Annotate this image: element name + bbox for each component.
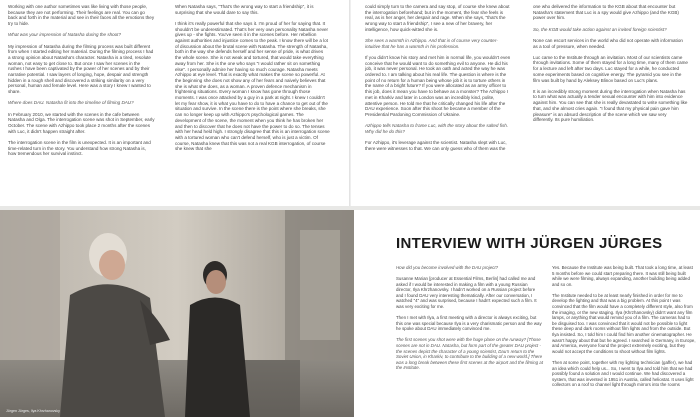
paragraph: Susanne Marian [producer at Essential Films, Berlin] had called me and asked if I would be interested in making a film with a young Russian director, Ilya Khrzhanovsky. I hadn't worked on a Russian project before and I found DAU very interesting thematically. After our conversation, I watched "4" and was surprised, because I hadn't expected such a film. It was very exciting for me. [396, 276, 537, 310]
paragraph: When Natasha says, "That's the wrong way to start a friendship", it is surprising that she would dare to say this. [175, 4, 314, 15]
interview-title: INTERVIEW WITH JÜRGEN JÜRGES [396, 235, 663, 252]
interview-page [354, 210, 700, 417]
interview-photo [0, 210, 354, 417]
interview-question: How did you become involved with the DAU project? [396, 265, 499, 270]
interview-question: Azhippo tells Natasha to frame Luc, with the story about the salted fish. Why did he do this? [365, 123, 509, 134]
interview-question: She sees a warmth in Azhippo. And that is of course very counter-intuitive that he has a warmth in his profession. [365, 38, 498, 49]
paragraph: I think it's really powerful that she says it. I'm proud of her for saying that. It shouldn't be underestimated. That's her very own personality Natasha never gives up - she fights. You've seen it in the scenes before. Her rebellion against authorities and injustice comes to the peak. I know there will be a lot of discussion about the brutal scene with Natasha. The strength of Natasha, both in the way she defends herself and her sense of pride, is what drives the whole scene. She is not weak and tortured, that would take everything away from her. She is the one who says "I would rather sit on something else". I personally admire her having so much courage. Natasha meets Azhippo at eye level. That is exactly what makes the scene so powerful. At the beginning she does not show any of her fears and naively believes that she is what she does, as a woman. A proven defence mechanism in frightening situations. Every woman I know has gone through those moments. I was once attacked by a guy in a park at night. I knew I couldn't let my fear show, it is what you have to do to have a chance to get out of the situation and survive. In the scene there is the point where she breaks, she can no longer keep up with Azhippo's psychological games. The development of the scene, the moment when you think he has broken her and then to discover that he does not have the power to do so. The tenses with her head held high. I strongly disagree that this is an interrogation scene with a tortured woman who can't defend herself, who is just a victim. Of course, Natasha knew that this was not a real KGB interrogation, of course she knew that she [175, 20, 330, 152]
paragraph: The Institute needed to be at least nearly finished in order for me to develop the lighting and that was a big problem. At this point I was convinced that the film would have a completely different style, also from the imaging, or the new staging. Ilya (Khrzhanovsky) didn't want any film lamps, or anything that would remind you of a film. The cameras had to be disguised too. I was convinced that it would not be possible to light these deep and dark rooms without film lights and from the outside. But Ilya insisted. So, I told him I could find him another cinematographer. He wasn't happy about that but he agreed. I searched in Germany, in Europe, and America, everyone found the project extremely exciting, but they would not accept the conditions to shoot without film lights. [552, 292, 696, 354]
interview-question: What was your impression of Natasha during the shoot? [8, 32, 121, 38]
paragraph: Luc came to the Institute through an invitation. Most of our scientists came through invitations. Some of them stayed for a long time, many of them came for a lecture and left after two days. Luc stayed for a while, he conducted some experiments based on cognitive energy. The pyramid you see in the film was built by hand by Aleksey Blinov based on Luc's plans. [533, 54, 688, 83]
interview-question: Where does DAU. Natasha fit into the timeline of filming DAU? [8, 100, 134, 106]
page-gutter [349, 0, 351, 206]
paragraph: My impression of Natasha during the filming process was built different from when I started editing her material. During the filming process I had a strong opinion about Natasha's character. Natasha is a tired, resolute woman, not easy to get close to. But once I saw her scenes in the rushes I have been captivated by the power of her scenes and by their narrative potential. I saw layers of longing, hope, despair and strength hidden in a rough shell and discovered a striking similarity on a very personal, human and female level. Here was a story I knew I wanted to share. [8, 43, 154, 95]
paragraph: Then at some point, together with my lighting technician (gaffer), we had an idea which could help us... So, I went to Ilya and told him that we had possibly found a solution and I would continue. We had discovered a system, that was invented in 1951 in Austria, called heliostat. It uses light collectors on a roof to channel light through mirrors into the rooms [552, 359, 694, 388]
paragraph: one who delivered the information to the KGB about that encounter but Natasha's statement that Luc is a spy would give Azhippo (and the KGB) power over him. [533, 4, 679, 21]
spread-right-page [350, 0, 700, 206]
text-column-1 [8, 4, 155, 162]
photo-caption: Jürgen Jürges, Ilya Khrzhanovsky [6, 409, 60, 413]
text-column-4 [533, 4, 688, 128]
paragraph: None can escort services in the world who did not operate with information as a tool of pressure, when needed. [533, 37, 683, 49]
interview-question: The first scenes you shot were with the huge plane on the runway? [Those scenes are not in DAU. Natasha, but form part of the greater DAU project - the scenes depict the character of a young scientist, Dau's return to the Soviet Union, in Kharkiv, to contribute to the building of a new world.] There was a long break between these first scenes at the airport and the filming at the Institute. [396, 337, 543, 371]
paragraph: For Azhippo, it's leverage against the scientist. Natasha slept with Luc, there were witnesses to that. We can only guess who of them was the [365, 140, 507, 151]
photo-illustration [0, 210, 354, 417]
text-column-3 [365, 4, 512, 157]
interview-column-2 [552, 265, 696, 393]
paragraph: Working with one author sometimes was like living with those people, because they are not performing. Their feelings are real. You can go back and forth in the material and see in their faces all the emotions they try to hide. [8, 4, 155, 27]
paragraph: The interrogation scene in the film is unexpected. It is an important and time-related turn in the story. You understand how strong Natasha is, how tremendous her survival instinct. [8, 139, 151, 157]
paragraph: could simply turn to the camera and say stop, of course she knew about the interrogation beforehand; but in the moment, the fear she feels is real, as is her anger, her despair and rage. When she says, "that's the wrong way to start a friendship", I see a new of her bravery, her intelligence, how quick-witted she is. [365, 4, 510, 32]
text-column-2 [175, 4, 330, 158]
interview-column-1 [396, 265, 543, 377]
paragraph: It is an incredibly strong moment during the interrogation when Natasha has to turn what was actually a tender sexual encounter with him into evidence against him. You can see that she is really devastated to write something like that, and she almost cries again. "I found that my physical pain gave him pleasure" is an absurd description of the scene which we saw very differently. Its pure humiliation. [533, 88, 688, 123]
paragraph: Yes. Because the Institute was being built. That took a long time, at least 5 months before we could start preparing there. It was still being built while we were filming, always expanding, another building being added and so on. [552, 265, 693, 287]
paragraph: If you didn't know his story and met him in normal life, you wouldn't even conceive that he would want to do something evil to anyone. He did his job, it was never personal. He took an oath and acted the way he was ordered to. I am talking about his real life. The question is where is the point of no return for a human being whose job it is to torture others in the name of a bright future? If you were allocated as an army officer to this job, does it mean you have to behave as a monster? The Azhippo I met in Kharkiv and later in London was an incredibly kind, polite, attentive person. He told me that he critically changed his life after the DAU experience. Soon after this shoot he became a member of the Presidential Pardoning Commission of Ukraine. [365, 54, 511, 117]
spread-left-page [0, 0, 350, 206]
interview-question: So, the KGB would take action against an invited foreign scientist? [533, 26, 667, 32]
paragraph: Then I met with Ilya, a first meeting with a director is always exciting, but this one was special because Ilya is a very charismatic person and the way he spoke about DAU immediately convinced me. [396, 315, 542, 332]
paragraph: In February 2010, we started with the scenes in the cafe between Natasha and Olga. The interrogation scene was shot in September, early October. The scene with Azhippo took place 2 months after the scenes with Luc, it didn't happen straight after. [8, 111, 155, 134]
